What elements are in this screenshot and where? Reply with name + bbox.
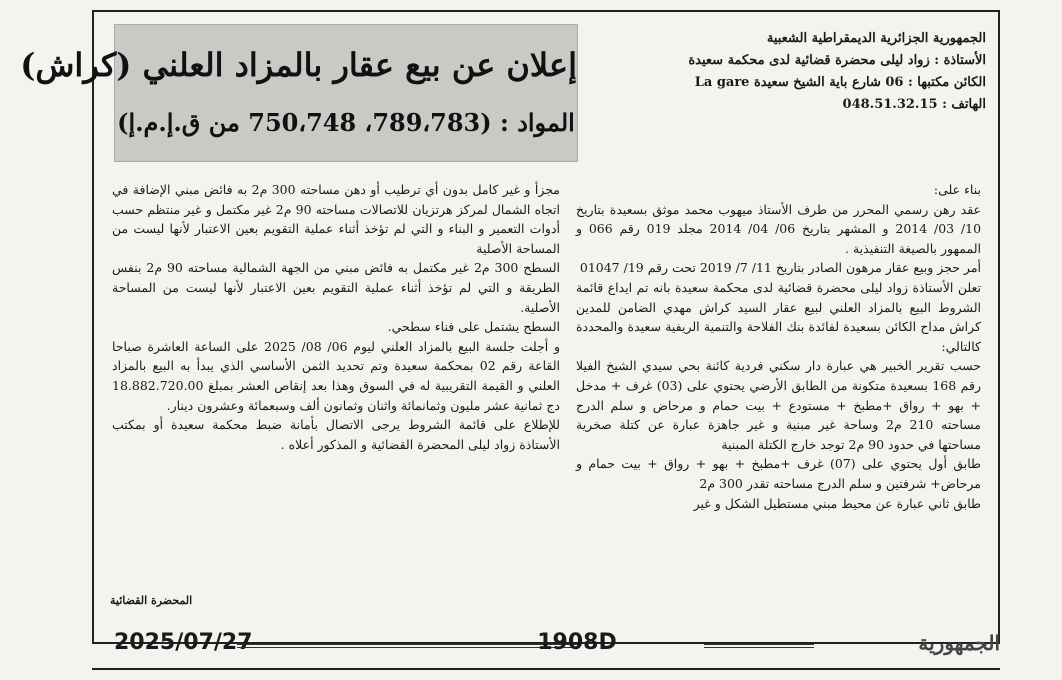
right-column	[576, 180, 981, 513]
footer-date: 2025/07/27	[114, 630, 253, 655]
announcement-title-box	[20, 24, 578, 162]
paragraph-contact: للإطلاع على قائمة الشروط يرجى الاتصال بأمانة ضبط محكمة سعيدة أو بمكتب الأستاذة زواد ليلى المحضرة القضائية و المذكور أعلاه .	[112, 417, 560, 452]
issuer-header	[546, 28, 986, 116]
paragraph-roof: السطح 300 م2 غير مكتمل به فائض مبني من الجهة الشمالية مساحته 90 م2 بنفس الطريقة و التي لم تؤخذ أثناء عملية التقويم بعين الاعتبار لأنها ليست من المساحة الأصلية.	[112, 260, 561, 315]
newspaper-logo: الجمهورية	[918, 631, 1000, 655]
bottom-rule	[92, 668, 1000, 680]
page-footer	[92, 628, 1000, 662]
paragraph-announcement: تعلن الأستاذة زواد ليلى محضرة قضائية لدى محكمة سعيدة بانه تم ايداع قائمة الشروط البيع بالمزاد العلني لبيع عقار السيد كراش مهدي الضامن للمدين كراش مداح الكائن بسعيدة لفائدة بنك الفلاحة والتنمية الريفية سعيدة والمحددة كالتالي:	[576, 279, 981, 354]
paragraph-expert-report: حسب تقرير الخبير هي عبارة دار سكني فردية كائنة بحي سيدي الشيخ الفيلا رقم 168 بسعيدة متكونة من الطابق الأرضي يحتوي على (03) غرف + مدخل + بهو + رواق +مطبخ + مستودع + بيت حمام و مرحاض و سلم الدرج مساحته 210 م2 وساحة غير مبنية و غير جاهزة عبارة عن كتلة صخرية مساحتها في حدود 90 م2 توجد خارج الكتلة المبنية	[576, 358, 981, 452]
paragraph-auction-session: و أجلت جلسة البيع بالمزاد العلني ليوم 06/ 08/ 2025 على الساعة العاشرة صباحا القاعة رقم 02 بمحكمة سعيدة وتم تحديد الثمن الأساسي الذي يبدأ به البيع بالمزاد العلني و القيمة التقريبية له في السوق وهذا بعد إنقاص العشر بمبلغ 18.882.720.00 دج ثمانية عشر مليون وثمانمائة واثنان وثمانون ألف وسبعمائة وعشرون دينار.	[112, 338, 560, 413]
announcement-articles: المواد : (789،783، 750،748 من ق.إ.م.إ)	[117, 108, 575, 137]
paragraph-mortgage-deed: عقد رهن رسمي المحرر من طرف الأستاذ ميهوب محمد موثق بسعيدة بتاريخ 10/ 03/ 2014 و المشهر بتاريخ 06/ 04/ 2014 مجلد 019 رقم 066 و الممهور بالصيغة التنفيذية .	[576, 201, 982, 256]
left-column	[112, 180, 560, 454]
paragraph-basis: بناء على:	[933, 182, 981, 197]
paragraph-seizure-order: أمر حجز وبيع عقار مرهون الصادر بتاريخ 11/ 7/ 2019 تحت رقم 19/ 01047	[579, 260, 981, 276]
footer-issue-number: 1908D	[537, 630, 617, 655]
announcement-title: إعلان عن بيع عقار بالمزاد العلني (كراش)	[20, 46, 577, 84]
header-phone: الهاتف : 048.51.32.15	[842, 97, 986, 112]
paragraph-second-floor: طابق ثاني عبارة عن محيط مبني مستطيل الشكل و غير	[693, 495, 981, 511]
header-address: الكائن مكتبها : 06 شارع باية الشيخ سعيدة La gare	[694, 75, 986, 90]
paragraph-second-floor-cont: مجزأ و غير كامل بدون أي ترطيب أو دهن مساحته 300 م2 به فائض مبني الإضافة في اتجاه الشمال لمركز هرتزيان للاتصالات مساحته 90 م2 غير مكتمل و غير منتظم حسب أدوات التعمير و البناء و التي لم تؤخذ أثناء عملية التقويم بعين الاعتبار لأنها ليست من المساحة الأصلية	[112, 182, 560, 256]
signature: المحضرة القضائية	[110, 594, 193, 607]
paragraph-roof-terrace: السطح يشتمل على فناء سطحي.	[387, 319, 560, 335]
footer-divider-right	[704, 644, 814, 648]
header-bailiff: الأستاذة : زواد ليلى محضرة قضائية لدى محكمة سعيدة	[688, 53, 986, 68]
paragraph-first-floor: طابق أول يحتوي على (07) غرف +مطبخ + بهو + رواق + بيت حمام و مرحاض+ شرفتين و سلم الدرج مساحته تقدر 300 م2	[576, 456, 981, 491]
header-country: الجمهورية الجزائرية الديمقراطية الشعبية	[766, 31, 986, 46]
